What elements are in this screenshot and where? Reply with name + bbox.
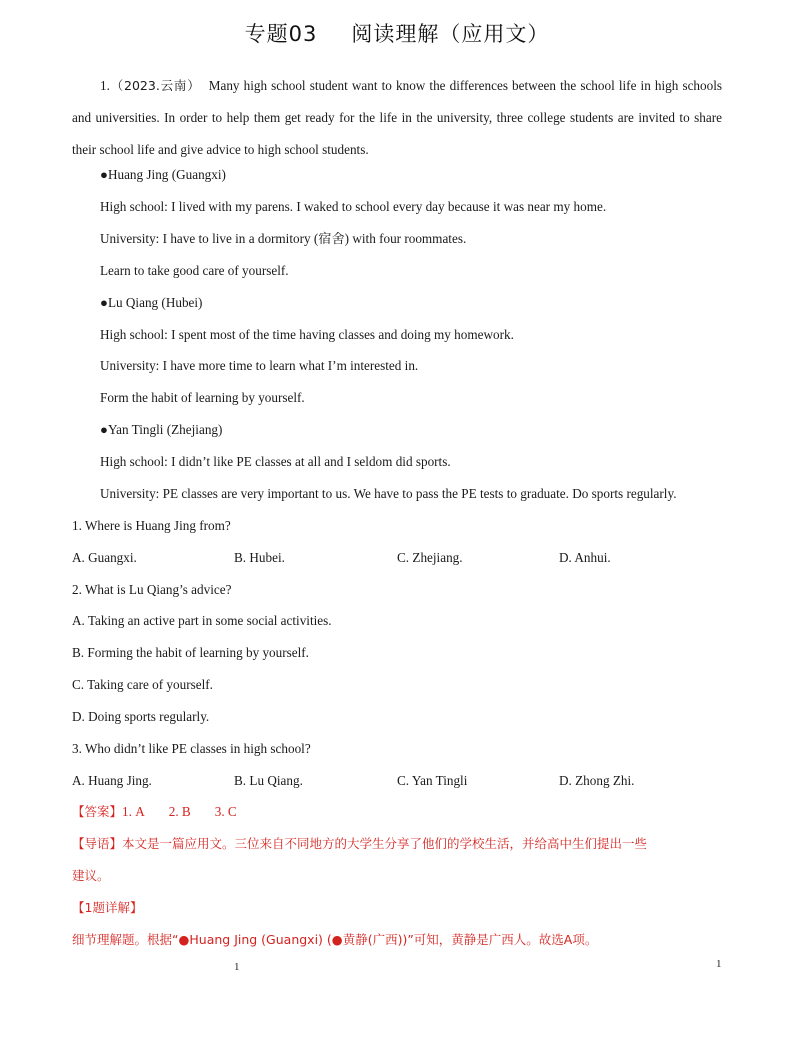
- q1-option-d: D. Anhui.: [559, 550, 611, 565]
- answer-item: 1. A: [122, 804, 145, 819]
- guide-text: 本文是一篇应用文。三位来自不同地方的大学生分享了他们的学校生活，并给高中生们提出一些: [122, 836, 648, 851]
- q3-option-a: A. Huang Jing.: [72, 773, 152, 788]
- person-line: High school: I spent most of the time having classes and doing my homework.: [100, 327, 514, 342]
- guide-line-2: 建议。: [72, 868, 110, 883]
- q2-option-c: C. Taking care of yourself.: [72, 677, 213, 692]
- question-1: 1. Where is Huang Jing from?: [72, 518, 231, 533]
- intro-number: 1.: [100, 78, 110, 93]
- q2-option-d: D. Doing sports regularly.: [72, 709, 210, 724]
- answer-line: [72, 803, 237, 821]
- guide-label: 【导语】: [72, 836, 123, 851]
- page-title: [0, 18, 794, 48]
- q2-option-b: B. Forming the habit of learning by yourself.: [72, 645, 309, 660]
- question-2: 2. What is Lu Qiang’s advice?: [72, 582, 232, 597]
- q3-option-d: D. Zhong Zhi.: [559, 773, 635, 788]
- q3-option-b: B. Lu Qiang.: [234, 773, 303, 788]
- q1-option-b: B. Hubei.: [234, 550, 285, 565]
- person-name: ●Lu Qiang (Hubei): [100, 295, 203, 310]
- person-line: Form the habit of learning by yourself.: [100, 390, 305, 405]
- person-line: High school: I lived with my parens. I waked to school every day because it was near my home.: [100, 199, 607, 214]
- answer-label: 【答案】: [72, 804, 123, 819]
- person-name: ●Huang Jing (Guangxi): [100, 167, 226, 182]
- person-name: ●Yan Tingli (Zhejiang): [100, 422, 223, 437]
- person-line: High school: I didn’t like PE classes at all and I seldom did sports.: [100, 454, 451, 469]
- q2-option-a: A. Taking an active part in some social activities.: [72, 613, 332, 628]
- person-line: Learn to take good care of yourself.: [100, 263, 289, 278]
- page-number-center: 1: [234, 961, 240, 973]
- title-subject: 阅读理解（应用文）: [351, 22, 550, 46]
- person-line: University: I have more time to learn what I’m interested in.: [100, 358, 419, 373]
- detail-1-text: 细节理解题。根据“●Huang Jing (Guangxi) (●黄静(广西))”可知，黄静是广西人。故选A项。: [72, 932, 598, 947]
- person-line: University: PE classes are very important to us. We have to pass the PE tests to graduate. Do sports regularly.: [100, 486, 677, 501]
- intro-text: Many high school student want to know the differences between the school life in high schools and universities. In order to help them get ready for the life in the university, three college students are invited to share their school life and give advice to high school students.: [72, 78, 723, 157]
- detail-1-label: 【1题详解】: [72, 900, 143, 915]
- intro-paragraph: [72, 70, 722, 166]
- guide-line: [72, 835, 647, 853]
- answer-item: 3. C: [214, 804, 237, 819]
- q3-option-c: C. Yan Tingli: [397, 773, 468, 788]
- person-line: University: I have to live in a dormitory (宿舍) with four roommates.: [100, 231, 467, 246]
- q1-option-c: C. Zhejiang.: [397, 550, 463, 565]
- q1-option-a: A. Guangxi.: [72, 550, 137, 565]
- intro-source: （2023.云南）: [109, 78, 201, 93]
- answer-item: 2. B: [168, 804, 191, 819]
- title-topic: 专题03: [244, 22, 318, 46]
- page-number-right: 1: [716, 958, 722, 970]
- question-3: 3. Who didn’t like PE classes in high school?: [72, 741, 311, 756]
